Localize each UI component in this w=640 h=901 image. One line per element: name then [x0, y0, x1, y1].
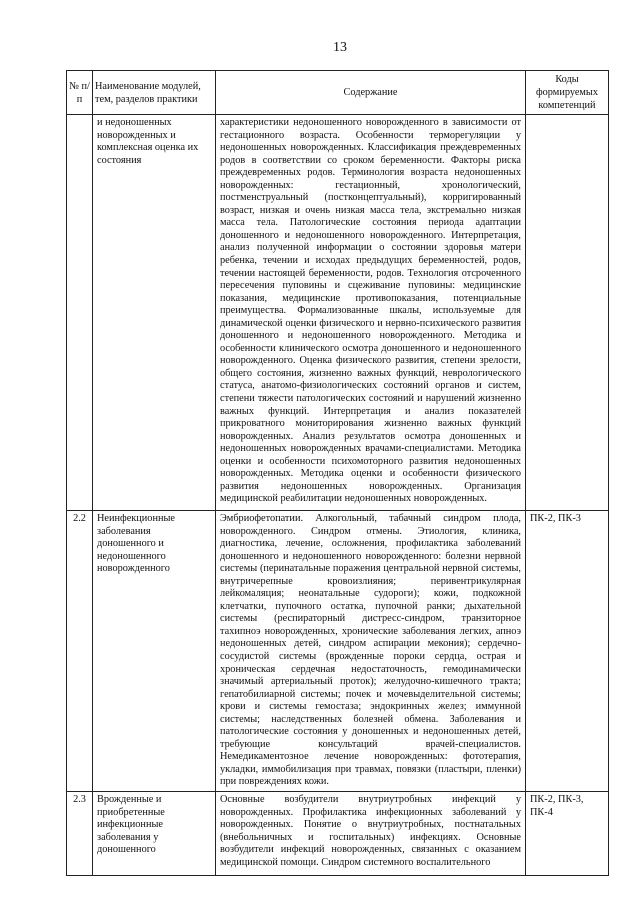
row-name: и недоношенных новорожденных и комплексная оценка их состояния	[93, 115, 216, 511]
practice-content-table	[66, 70, 609, 876]
page-number: 13	[333, 40, 347, 55]
row-num: 2.3	[67, 792, 93, 876]
row-num: 2.2	[67, 511, 93, 792]
row-content: характеристики недоношенного новорожденного в зависимости от гестационного возраста. Особенности терморегуляции у недоношенных новорожденных. Классификация преждевременных родов в соответствии со сроком беременности. Факторы риска преждевременных родов. Терминология возраста недоношенных новорожденных: гестационный, хронологический, постменструальный (постконцептуальный), корригированный возраст, низкая и очень низкая масса тела, экстремально низкая масса тела. Патологические состояния периода адаптации доношенного и недоношенного новорожденного. Интерпретация, анализ полученной информации о состоянии здоровья матери ребенка, течении и исходах предыдущих беременностей, родов, течении настоящей беременности, родов. Технология отсроченного пересечения пуповины и сцеживание пуповины: медицинские показания, медицинские противопоказания, потенциальные преимущества. Формализованные шкалы, используемые для динамической оценки физического и нервно-психического развития доношенного и недоношенного новорожденного. Методика и особенности клинического осмотра доношенного и недоношенного новорожденного. Оценка физического развития, степени зрелости, общего состояния, жизненно важных функций, неврологического статуса, анатомо-физиологических состояний органов и систем, степени тяжести патологических состояний и нарушений жизненно важных функций. Интерпретация и анализ показателей прикроватного мониторирования жизненно важных функций новорожденных. Анализ результатов осмотра доношенных и недоношенных новорожденных врачами-специалистами. Методика оценки и особенности психомоторного развития недоношенных новорожденных. Методика оценки и особенности физического развития недоношенных новорожденных. Организация медицинской реабилитации недоношенных новорожденных.	[216, 115, 526, 511]
header-codes: Коды формируемых компетенций	[526, 71, 609, 115]
header-content: Содержание	[216, 71, 526, 115]
table-row	[67, 115, 609, 511]
table-row	[67, 792, 609, 876]
row-codes	[526, 115, 609, 511]
header-num: № п/п	[67, 71, 93, 115]
row-content: Эмбриофетопатии. Алкогольный, табачный синдром плода, новорожденного. Синдром отмены. Этиология, клиника, диагностика, лечение, осложнения, профилактика заболеваний доношенного и недоношенного новорожденного: болезни нервной системы (перинатальные поражения центральной нервной системы, внутричерепные кровоизлияния; перивентрикулярная лейкомаляция; неонатальные судороги); кожи, подкожной клетчатки, пупочного остатка, пупочной ранки; дыхательной системы (респираторный дистресс-синдром, транзиторное тахипноэ новорожденных, хронические заболевания легких, апноэ недоношенных детей, синдром аспирации мекония); сердечно-сосудистой системы (врожденные пороки сердца, острая и хроническая сердечная недостаточность, гемодинамически значимый артериальный проток); желудочно-кишечного тракта; гепатобилиарной системы; почек и мочевыделительной системы; крови и системы гемостаза; эндокринных желез; иммунной системы; наследственных болезней обмена. Заболевания и патологические состояния у доношенных и недоношенных детей, требующие консультаций врачей-специалистов. Немедикаментозное лечение новорожденных: фототерапия, укладки, иммобилизация при травмах, повязки (пластыри, пленки) при повреждениях кожи.	[216, 511, 526, 792]
header-name: Наименование модулей, тем, разделов практики	[93, 71, 216, 115]
row-codes: ПК-2, ПК-3, ПК-4	[526, 792, 609, 876]
row-name: Неинфекционные заболевания доношенного и недоношенного новорожденного	[93, 511, 216, 792]
row-name: Врожденные и приобретенные инфекционные заболевания у доношенного	[93, 792, 216, 876]
table-row	[67, 511, 609, 792]
row-content: Основные возбудители внутриутробных инфекций у новорожденных. Профилактика инфекционных заболеваний у новорожденных. Понятие о внутриутробных, постнатальных (внебольничных и госпитальных) инфекциях. Основные возбудители инфекций новорожденных, связанных с оказанием медицинской помощи. Синдром системного воспалительного	[216, 792, 526, 876]
table-header-row	[67, 71, 609, 115]
row-codes: ПК-2, ПК-3	[526, 511, 609, 792]
row-num	[67, 115, 93, 511]
